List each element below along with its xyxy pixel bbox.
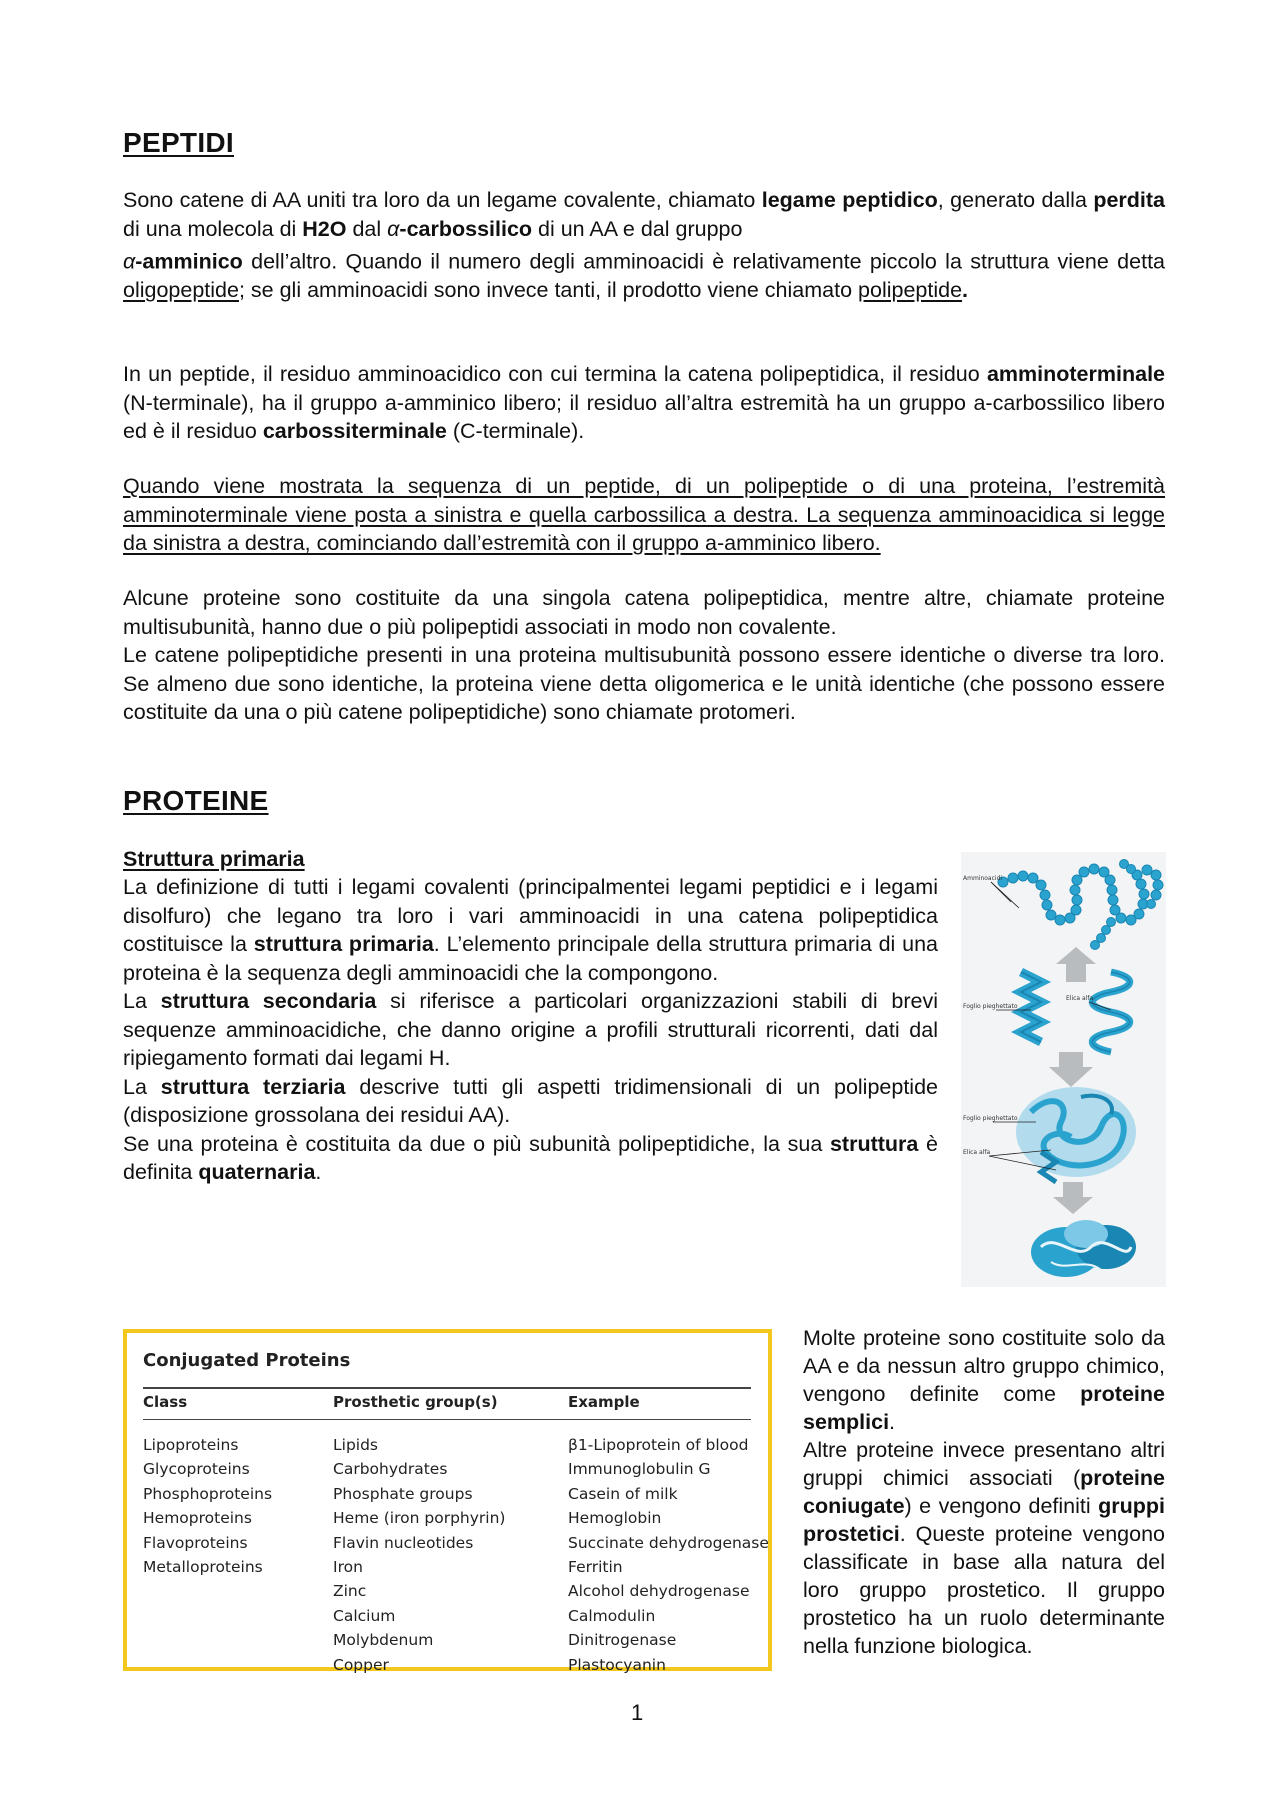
table-cell: Lipoproteins: [143, 1436, 239, 1454]
label-foglio-1: Foglio pieghettato: [963, 1003, 1018, 1010]
section-title-peptidi: PEPTIDI: [123, 127, 235, 158]
table-title: Conjugated Proteins: [143, 1350, 351, 1371]
table-cell: Ferritin: [568, 1558, 623, 1577]
proteine-structure-text: [123, 873, 938, 1187]
peptidi-paragraph-2: In un peptide, il residuo amminoacidico con cui termina la catena polipeptidica, il residuo amminoterminale (N-terminale), ha il gruppo a-amminico libero; il residuo all’altra estremità ha un gruppo a-carbossilico libero ed è il residuo carbossiterminale (C-terminale).: [123, 362, 1165, 443]
proteine-coniugate-paragraph: Altre proteine invece presentano altri gruppi chimici associati (proteine coniugate) e vengono definiti gruppi prostetici. Queste proteine vengono classificate in base alla natura del loro gruppo prostetico. Il gruppo prostetico ha un ruolo determinante nella funzione biologica.: [803, 1438, 1165, 1658]
page-number: 1: [631, 1700, 644, 1725]
table-column-class: [143, 1433, 272, 1579]
column-header-class: Class: [143, 1393, 188, 1411]
table-cell: Phosphate groups: [333, 1484, 473, 1503]
table-header-row: [143, 1387, 751, 1420]
table-cell: Succinate dehydrogenase: [568, 1533, 769, 1552]
table-cell: β1-Lipoprotein of blood: [568, 1436, 749, 1454]
protein-structure-figure: [961, 852, 1166, 1287]
table-cell: Zinc: [333, 1582, 367, 1601]
table-cell: Iron: [333, 1558, 363, 1577]
table-cell: Metalloproteins: [143, 1558, 263, 1577]
proteine-semplici-coniugate-text: [803, 1324, 1165, 1660]
table-cell: Carbohydrates: [333, 1460, 448, 1479]
label-elica-1: Elica alfa: [1066, 995, 1094, 1002]
tertiary-structure-shape: [1016, 1087, 1136, 1182]
table-cell: Alcohol dehydrogenase: [568, 1582, 750, 1601]
upward-arrow-shape: [1056, 947, 1096, 982]
peptidi-paragraph-4: Alcune proteine sono costituite da una singola catena polipeptidica, mentre altre, chiamate proteine multisubunità, hanno due o più polipeptidi associati in modo non covalente. Le catene polipeptidiche presenti in una proteina multisubunità possono essere identiche o diverse tra loro. Se almeno due sono identiche, la proteina viene detta oligomerica e le unità identiche (che possono essere costituite da una o più catene polipeptidiche) sono chiamate protomeri.: [123, 586, 1165, 724]
beta-sheet-shape: [1021, 972, 1041, 1042]
table-cell: Calcium: [333, 1606, 396, 1625]
table-cell: Phosphoproteins: [143, 1484, 273, 1503]
label-foglio-2: Foglio pieghettato: [963, 1115, 1018, 1122]
table-cell: Hemoglobin: [568, 1509, 662, 1528]
table-column-prosthetic: [333, 1433, 505, 1677]
subtitle-struttura-primaria: Struttura primaria: [123, 847, 305, 871]
downward-arrow-shape-2: [1053, 1182, 1093, 1214]
table-cell: Molybdenum: [333, 1631, 434, 1650]
struttura-secondaria-paragraph: La struttura secondaria si riferisce a particolari organizzazioni stabili di brevi sequenze amminoacidiche, che danno origine a profili strutturali ricorrenti, dati dal ripiegamento formati dai legami H.: [123, 989, 938, 1070]
table-cell: Heme (iron porphyrin): [333, 1509, 506, 1528]
table-cell: Immunoglobulin G: [568, 1460, 711, 1479]
proteine-semplici-paragraph: Molte proteine sono costituite solo da AA e da nessun altro gruppo chimico, vengono definite come proteine semplici.: [803, 1326, 1165, 1434]
table-cell: Plastocyanin: [568, 1655, 666, 1674]
label-amminoacidi: Amminoacidi: [963, 875, 1003, 882]
amino-acid-chain: [998, 860, 1163, 950]
struttura-quaternaria-paragraph: Se una proteina è costituita da due o più subunità polipeptidiche, la sua struttura è definita quaternaria.: [123, 1131, 939, 1184]
protein-structure-illustration: [961, 852, 1166, 1287]
column-header-example: Example: [568, 1393, 640, 1411]
table-column-example: [568, 1433, 769, 1677]
struttura-terziaria-paragraph: La struttura terziaria descrive tutti gli aspetti tridimensionali di un polipeptide (disposizione grossolana dei residui AA).: [123, 1074, 938, 1127]
table-cell: Lipids: [333, 1436, 379, 1454]
table-cell: Copper: [333, 1655, 389, 1674]
section-title-proteine: PROTEINE: [123, 785, 269, 816]
struttura-primaria-paragraph: La definizione di tutti i legami covalenti (principalmentei legami peptidici e i legami disolfuro) che legano tra loro i vari amminoacidi in una catena polipeptidica costituisce la struttura primaria. L’elemento principale della struttura primaria di una proteina è la sequenza degli amminoacidi che la compongono.: [123, 875, 939, 985]
alpha-helix-shape: [1092, 972, 1130, 1052]
downward-arrow-shape: [1049, 1052, 1093, 1087]
label-elica-2: Elica alfa: [963, 1149, 991, 1156]
quaternary-structure-shape: [1031, 1220, 1136, 1277]
table-cell: Casein of milk: [568, 1484, 678, 1503]
table-cell: Flavin nucleotides: [333, 1533, 474, 1552]
table-cell: Calmodulin: [568, 1606, 656, 1625]
table-cell: Flavoproteins: [143, 1533, 248, 1552]
peptidi-paragraph-3: Quando viene mostrata la sequenza di un peptide, di un polipeptide o di una proteina, l’estremità amminoterminale viene posta a sinistra e quella carbossilica a destra. La sequenza amminoacidica si legge da sinistra a destra, cominciando dall’estremità con il gruppo a-amminico libero.: [123, 474, 1165, 555]
table-cell: Hemoproteins: [143, 1509, 252, 1528]
column-header-prosthetic: Prosthetic group(s): [333, 1393, 498, 1411]
peptidi-paragraph-1: Sono catene di AA uniti tra loro da un legame covalente, chiamato legame peptidico, generato dalla perdita di una molecola di H2O dal α-carbossilico di un AA e dal gruppo α-amminico dell’altro. Quando il numero degli amminoacidi è relativamente piccolo la struttura viene detta oligopeptide; se gli amminoacidi sono invece tanti, il prodotto viene chiamato polipeptide.: [123, 188, 1165, 302]
conjugated-proteins-table: [123, 1329, 772, 1674]
table-cell: Glycoproteins: [143, 1460, 250, 1479]
table-cell: Dinitrogenase: [568, 1631, 677, 1650]
